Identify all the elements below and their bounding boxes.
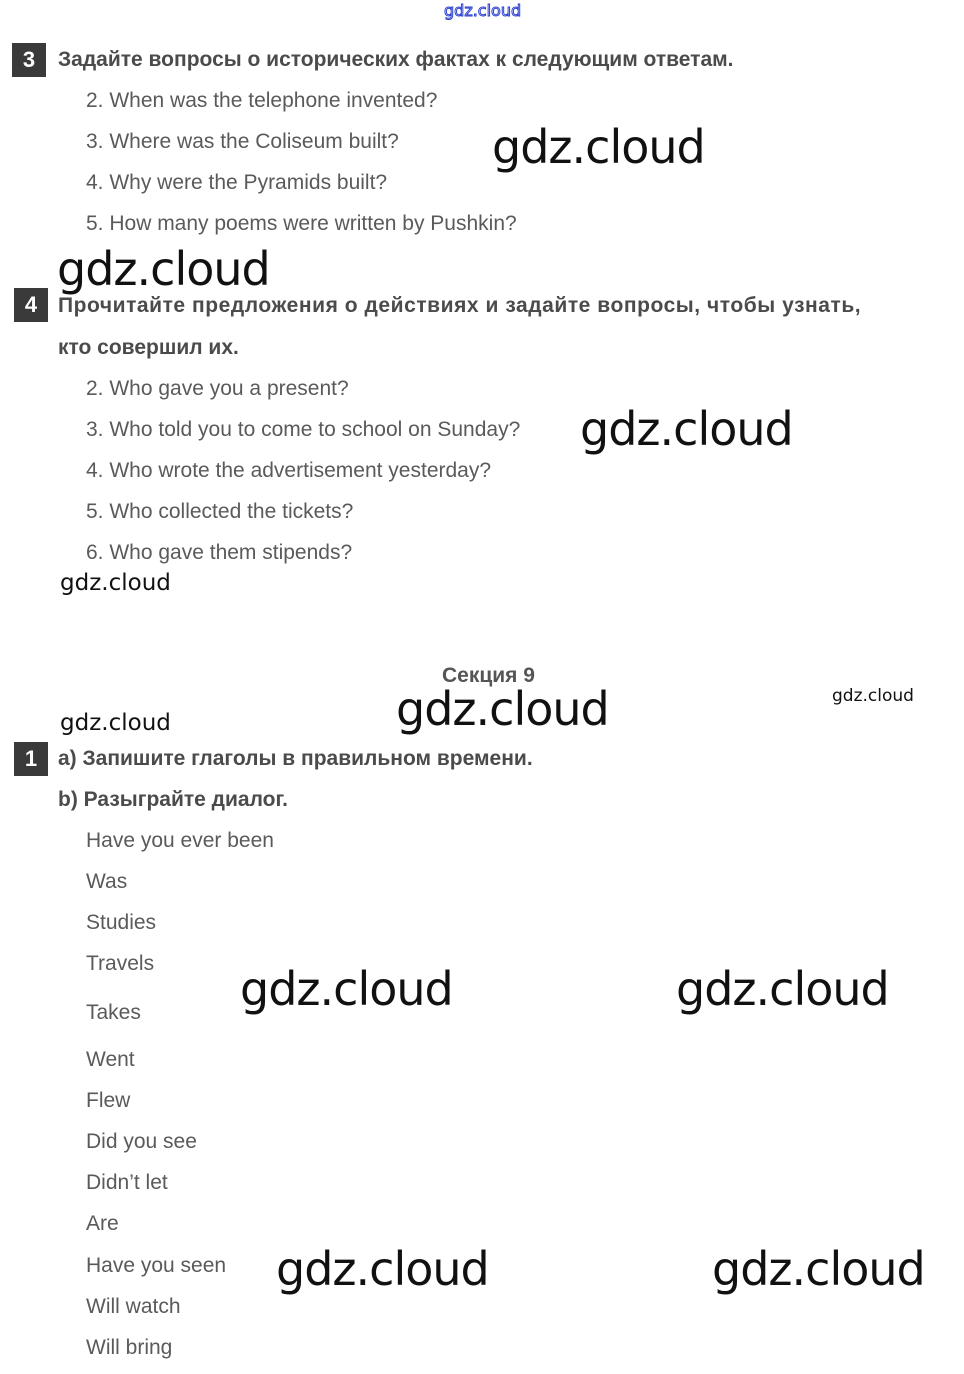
task-1-item: Did you see [86, 1130, 197, 1153]
section-title: Секция 9 [442, 664, 535, 687]
task-1-item: Are [86, 1212, 119, 1235]
task-1-number-badge: 1 [14, 742, 48, 776]
task-3-item: 5. How many poems were written by Pushkin? [86, 212, 517, 235]
task-4-title-line2: кто совершил их. [58, 336, 239, 359]
task-4-title-line1: Прочитайте предложения о действиях и задайте вопросы, чтобы узнать, [58, 294, 862, 317]
watermark: gdz.cloud [240, 962, 453, 1016]
task-4-item: 3. Who told you to come to school on Sunday? [86, 418, 521, 441]
watermark: gdz.cloud [276, 1242, 489, 1296]
task-1-item: Have you ever been [86, 829, 274, 852]
task-4-number-badge: 4 [14, 288, 48, 322]
task-3-number-badge: 3 [12, 43, 46, 77]
watermark: gdz.cloud [712, 1242, 925, 1296]
task-4-item: 6. Who gave them stipends? [86, 541, 353, 564]
task-4-item: 2. Who gave you a present? [86, 377, 349, 400]
task-1-item: Flew [86, 1089, 131, 1112]
task-1-item: Will bring [86, 1336, 173, 1359]
watermark: gdz.cloud [832, 686, 914, 706]
watermark: gdz.cloud [580, 402, 793, 456]
task-1-item: Will watch [86, 1295, 181, 1318]
watermark: gdz.cloud [492, 120, 705, 174]
watermark: gdz.cloud [60, 710, 171, 736]
task-1-item: Takes [86, 1001, 141, 1024]
task-1-title-a: a) Запишите глаголы в правильном времени. [58, 747, 533, 770]
task-3-item: 4. Why were the Pyramids built? [86, 171, 388, 194]
task-4-item: 5. Who collected the tickets? [86, 500, 354, 523]
task-1-item: Have you seen [86, 1254, 227, 1277]
watermark: gdz.cloud [676, 962, 889, 1016]
task-1-title-b: b) Разыграйте диалог. [58, 788, 288, 811]
task-1-item: Was [86, 870, 128, 893]
task-3-title: Задайте вопросы о исторических фактах к следующим ответам. [58, 48, 734, 71]
top-watermark: gdz.cloud [444, 1, 522, 20]
watermark: gdz.cloud [396, 682, 609, 736]
task-1-item: Travels [86, 952, 155, 975]
task-3-item: 2. When was the telephone invented? [86, 89, 438, 112]
task-1-item: Went [86, 1048, 135, 1071]
watermark: gdz.cloud [60, 570, 171, 596]
task-3-item: 3. Where was the Coliseum built? [86, 130, 399, 153]
task-4-item: 4. Who wrote the advertisement yesterday? [86, 459, 492, 482]
task-1-item: Studies [86, 911, 157, 934]
task-1-item: Didn’t let [86, 1171, 168, 1194]
watermark: gdz.cloud [57, 242, 270, 296]
